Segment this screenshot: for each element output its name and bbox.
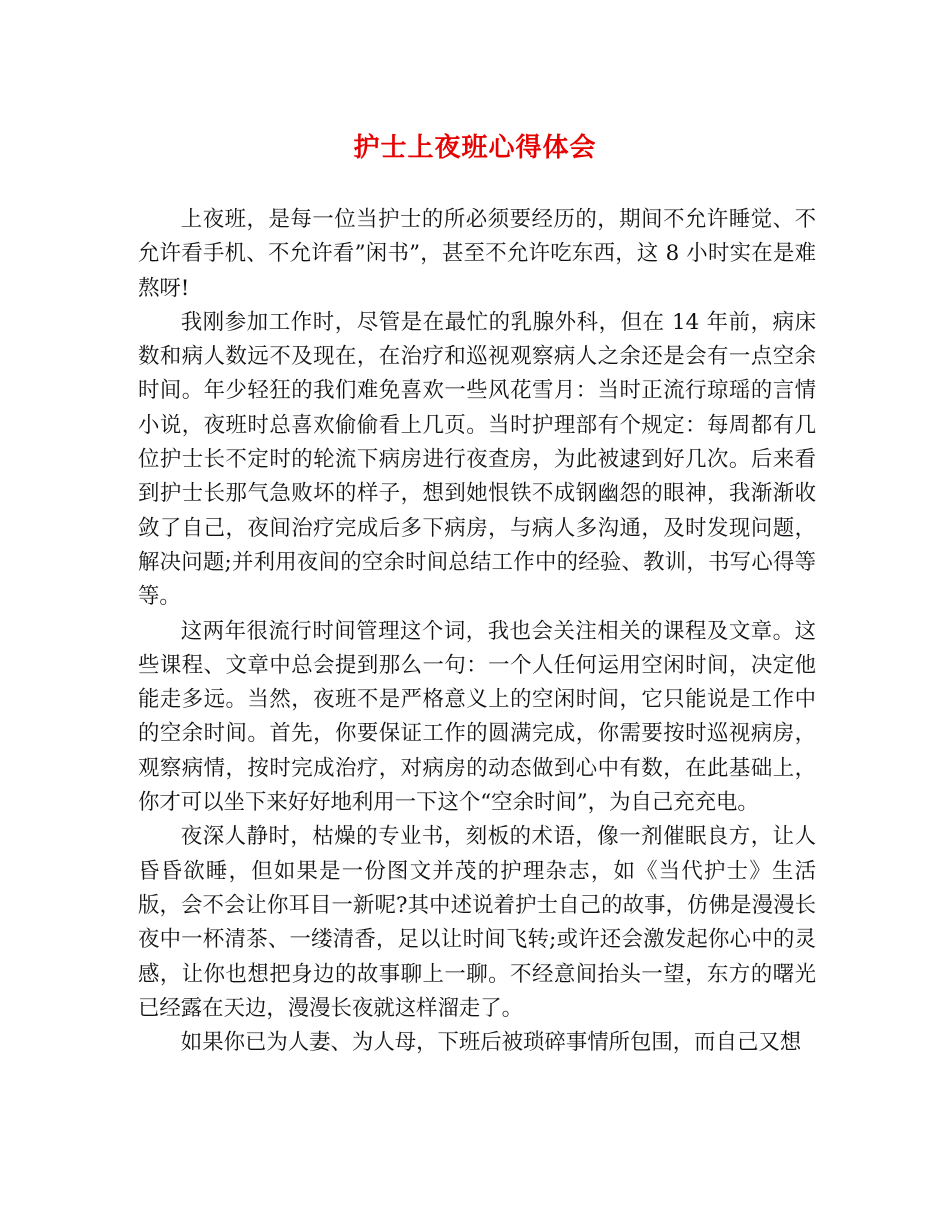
paragraph-2: 我刚参加工作时，尽管是在最忙的乳腺外科，但在 14 年前，病床数和病人数远不及现在，在治疗和巡视观察病人之余还是会有一点空余时间。年少轻狂的我们难免喜欢一些风花雪月：当时正流行琼瑶的言情小说，夜班时总喜欢偷偷看上几页。当时护理部有个规定：每周都有几位护士长不定时的轮流下病房进行夜查房，为此被逮到好几次。后来看到护士长那气急败坏的样子，想到她恨铁不成钢幽怨的眼神，我渐渐收敛了自己，夜间治疗完成后多下病房，与病人多沟通，及时发现问题，解决问题;并利用夜间的空余时间总结工作中的经验、教训，书写心得等等。 [138,309,816,610]
document-body [138,203,816,1060]
paragraph-1: 上夜班，是每一位当护士的所必须要经历的，期间不允许睡觉、不允许看手机、不允许看”闲书”，甚至不允许吃东西，这 8 小时实在是难熬呀! [138,207,816,301]
paragraph-4: 夜深人静时，枯燥的专业书，刻板的术语，像一剂催眠良方，让人昏昏欲睡，但如果是一份图文并茂的护理杂志，如《当代护士》生活版，会不会让你耳目一新呢?其中述说着护士自己的故事，仿佛是漫漫长夜中一杯清茶、一缕清香，足以让时间飞转;或许还会激发起你心中的灵感，让你也想把身边的故事聊上一聊。不经意间抬头一望，东方的曙光已经露在天边，漫漫长夜就这样溜走了。 [138,824,816,1021]
paragraph-3: 这两年很流行时间管理这个词，我也会关注相关的课程及文章。这些课程、文章中总会提到那么一句：一个人任何运用空闲时间，决定他能走多远。当然，夜班不是严格意义上的空闲时间，它只能说是工作中的空余时间。首先，你要保证工作的圆满完成，你需要按时巡视病房，观察病情，按时完成治疗，对病房的动态做到心中有数，在此基础上，你才可以坐下来好好地利用一下这个“空余时间”，为自己充充电。 [138,618,816,816]
document-title: 护士上夜班心得体会 [353,133,597,163]
paragraph-5: 如果你已为人妻、为人母，下班后被琐碎事情所包围，而自己又想 [180,1030,802,1056]
